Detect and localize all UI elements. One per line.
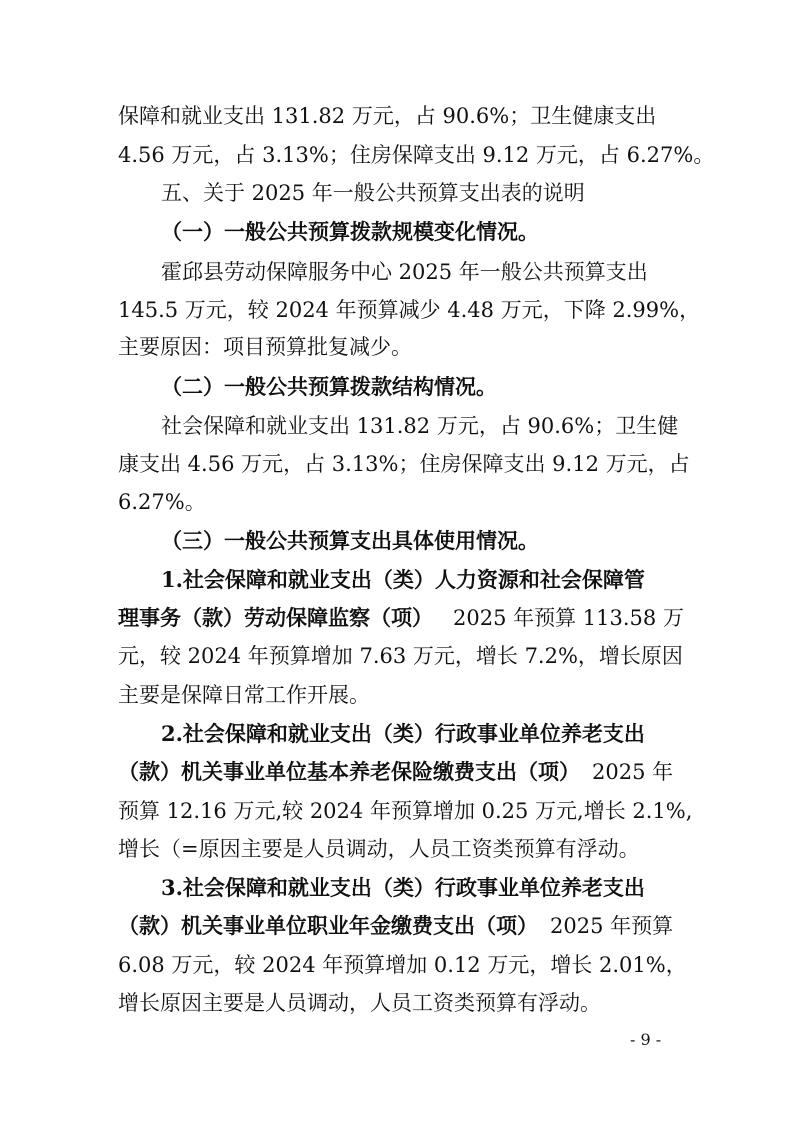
body-line: 增长（=原因主要是人员调动，人员工资类预算有浮动。 [118, 837, 640, 861]
body-line: 2025 年预算 [550, 914, 674, 938]
body-line: 元，较 2024 年预算增加 7.63 万元，增长 7.2%，增长原因 [118, 644, 683, 668]
item-heading: 2.社会保障和就业支出（类）行政事业单位养老支出 [161, 721, 645, 746]
item-heading: 3.社会保障和就业支出（类）行政事业单位养老支出 [161, 875, 645, 900]
subsection-heading: （二）一般公共预算拨款结构情况。 [161, 374, 497, 399]
body-line: 增长原因主要是人员调动，人员工资类预算有浮动。 [118, 991, 601, 1015]
page-number: - 9 - [630, 1030, 662, 1049]
body-line: 霍邱县劳动保障服务中心 2025 年一般公共预算支出 [161, 260, 648, 284]
body-line: 保障和就业支出 131.82 万元，占 90.6%；卫生健康支出 [118, 104, 657, 128]
body-line: 6.08 万元，较 2024 年预算增加 0.12 万元，增长 2.01%， [118, 953, 687, 977]
body-line: 预算 12.16 万元,较 2024 年预算增加 0.25 万元,增长 2.1%, [118, 799, 693, 823]
subsection-heading: （一）一般公共预算拨款规模变化情况。 [161, 219, 539, 244]
item-heading: （款）机关事业单位基本养老保险缴费支出（项） [118, 759, 580, 784]
body-line: 145.5 万元，较 2024 年预算减少 4.48 万元，下降 2.99%， [118, 298, 701, 322]
body-line: 2025 年预算 113.58 万 [453, 606, 684, 630]
body-line: 6.27%。 [118, 490, 206, 514]
section-heading: 五、关于 2025 年一般公共预算支出表的说明 [161, 181, 585, 205]
body-line: 社会保障和就业支出 131.82 万元，占 90.6%；卫生健 [161, 414, 679, 438]
body-line: 康支出 4.56 万元，占 3.13%；住房保障支出 9.12 万元，占 [118, 452, 690, 476]
body-line: 2025 年 [592, 760, 674, 784]
body-line: 主要是保障日常工作开展。 [118, 683, 370, 707]
item-heading: 理事务（款）劳动保障监察（项） [118, 605, 433, 630]
body-line: 主要原因：项目预算批复减少。 [118, 335, 412, 359]
body-line: 4.56 万元，占 3.13%；住房保障支出 9.12 万元，占 6.27%。 [118, 143, 715, 167]
item-heading: 1.社会保障和就业支出（类）人力资源和社会保障管 [161, 567, 645, 592]
subsection-heading: （三）一般公共预算支出具体使用情况。 [161, 528, 539, 553]
item-heading: （款）机关事业单位职业年金缴费支出（项） [118, 913, 538, 938]
